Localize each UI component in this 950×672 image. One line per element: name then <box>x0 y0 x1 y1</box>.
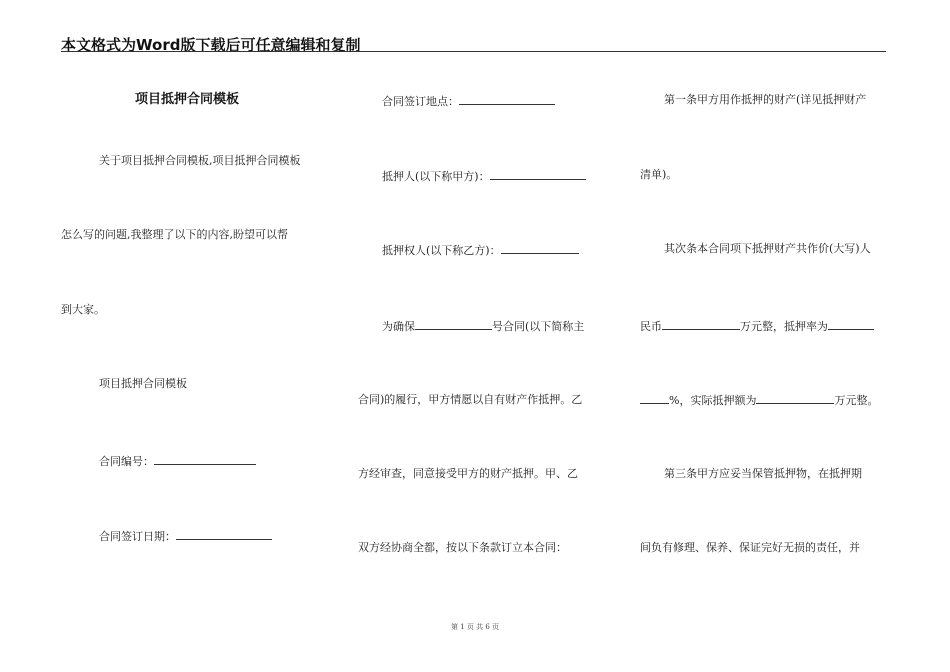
guarantee-prefix: 为确保 <box>382 320 415 333</box>
intro-line-2: 怎么写的问题,我整理了以下的内容,盼望可以帮 <box>61 228 288 241</box>
sign-date-row <box>99 528 272 544</box>
guarantee-row <box>382 318 584 334</box>
mortgage-rate-label: 万元整，抵押率为 <box>740 320 828 333</box>
body-line-7: 双方经协商全都，按以下条款订立本合同： <box>358 541 567 554</box>
sign-place-blank <box>459 93 555 105</box>
column-3 <box>640 0 890 672</box>
article-1-line-2: 清单)。 <box>640 168 678 181</box>
article-2-line-3 <box>640 392 878 408</box>
mortgagor-blank <box>490 168 586 180</box>
mortgagor-label: 抵押人(以下称甲方)： <box>382 170 490 183</box>
article-3-line-1: 第三条甲方应妥当保管抵押物，在抵押期 <box>664 467 862 480</box>
document-title: 项目抵押合同模板 <box>135 92 240 107</box>
rmb-amount-blank <box>662 318 740 330</box>
actual-amount-suffix: 万元整。 <box>834 394 879 407</box>
document-header-title: 本文格式为Word版下载后可任意编辑和复制 <box>61 36 361 54</box>
mortgagor-row <box>382 168 586 184</box>
actual-amount-blank <box>756 392 834 404</box>
intro-line-3: 到大家。 <box>61 303 105 316</box>
guarantee-contract-blank <box>415 318 492 330</box>
contract-number-blank <box>154 453 256 465</box>
column-1 <box>61 0 326 672</box>
page-footer: 第 1 页 共 6 页 <box>450 623 500 631</box>
rmb-label: 民币 <box>640 320 662 333</box>
sign-place-label: 合同签订地点： <box>382 95 459 108</box>
mortgagee-blank <box>501 242 579 254</box>
contract-number-row <box>99 453 256 469</box>
mortgage-rate-blank <box>828 318 874 330</box>
sign-date-blank <box>176 528 272 540</box>
body-line-6: 方经审查，同意接受甲方的财产抵押。甲、乙 <box>358 467 578 480</box>
contract-subtitle: 项目抵押合同模板 <box>99 377 187 390</box>
intro-line-1: 关于项目抵押合同模板,项目抵押合同模板 <box>99 154 301 167</box>
sign-place-row <box>382 93 555 109</box>
guarantee-suffix: 号合同(以下简称主 <box>492 320 585 333</box>
article-3-line-2: 间负有修理、保养、保证完好无损的责任，并 <box>640 541 860 554</box>
rate-percent-blank <box>640 392 669 404</box>
contract-number-label: 合同编号： <box>99 455 154 468</box>
body-line-5: 合同)的履行，甲方情愿以自有财产作抵押。乙 <box>358 393 583 406</box>
article-1-line-1: 第一条甲方用作抵押的财产(详见抵押财产 <box>664 93 867 106</box>
sign-date-label: 合同签订日期： <box>99 530 176 543</box>
mortgagee-label: 抵押权人(以下称乙方)： <box>382 244 501 257</box>
column-2 <box>358 0 608 672</box>
article-2-line-2 <box>640 318 874 334</box>
article-2-line-1: 其次条本合同项下抵押财产共作价(大写)人 <box>664 242 871 255</box>
actual-amount-label: %，实际抵押额为 <box>669 394 757 407</box>
mortgagee-row <box>382 242 579 258</box>
